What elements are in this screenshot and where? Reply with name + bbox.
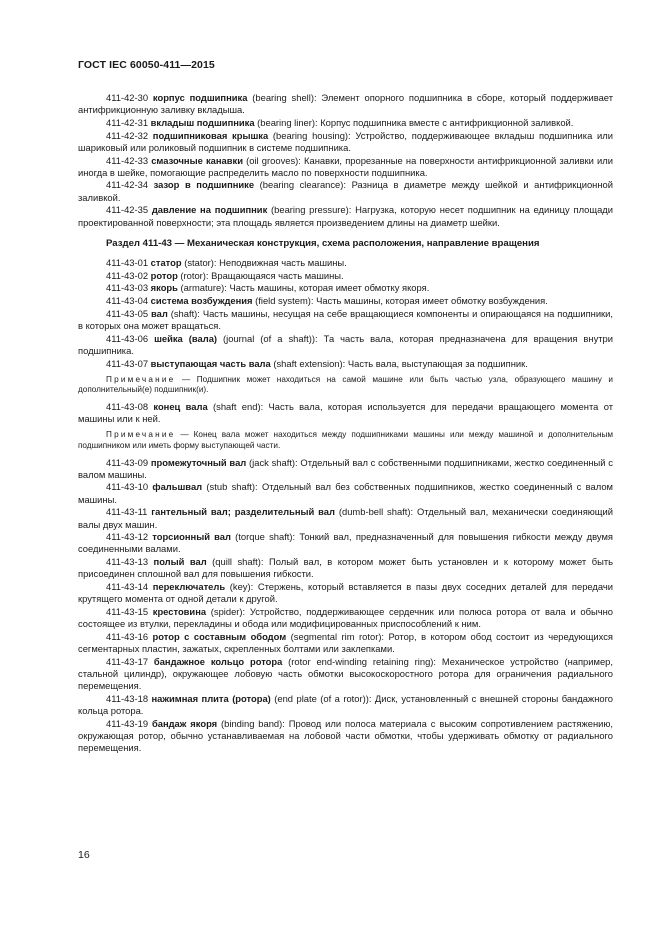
term-number: 411-43-08 — [106, 400, 149, 412]
term-definition: (bearing housing): Устройство, поддерживающее вкладыш подшипника или шариковый или роликовый подшипник в системе подшипника. — [78, 129, 613, 153]
note-text: — Конец вала может находиться между подшипниками машины или между машиной и дополнительным подшипником или иметь форму выступающей части. — [78, 430, 613, 450]
term-entry — [78, 718, 613, 755]
term-name: промежуточный вал — [150, 456, 247, 468]
note — [78, 375, 613, 396]
term-definition: (journal (of a shaft)): Та часть вала, которая предназначена для вращения внутри подшипника. — [78, 332, 613, 356]
term-definition: (key): Стержень, который вставляется в пазы двух соседних деталей для передачи крутящего момента от одной детали к другой. — [78, 581, 614, 605]
term-number: 411-43-02 — [106, 269, 149, 281]
term-definition: (shaft end): Часть вала, которая используется для передачи вращающего момента от машины или к ней. — [78, 400, 613, 425]
term-entry — [78, 693, 613, 717]
term-definition: (end plate (of a rotor)): Диск, установленный с внешней стороны бандажного кольца ротора. — [78, 692, 614, 717]
term-definition: (field system): Часть машины, которая имеет обмотку возбуждения. — [252, 295, 548, 307]
note-label: Примечание — [106, 374, 176, 384]
term-number: 411-43-13 — [106, 556, 149, 568]
page-number: 16 — [78, 849, 90, 861]
term-name: ротор — [150, 269, 178, 281]
term-number: 411-43-05 — [106, 307, 149, 319]
term-entry — [78, 257, 613, 269]
term-entry — [78, 556, 613, 580]
entries-group-43-a — [78, 257, 613, 370]
term-name: выступающая часть вала — [150, 357, 271, 369]
term-name: подшипниковая крышка — [152, 129, 269, 141]
term-definition: (stub shaft): Отдельный вал без собственных подшипников, жестко соединенный с валом машины. — [78, 481, 613, 505]
term-entry — [78, 130, 613, 154]
term-entry — [78, 308, 613, 332]
term-definition: (bearing shell): Элемент опорного подшипника в сборе, который поддерживает антифрикционную заливку вкладыша. — [78, 92, 613, 116]
term-name: крестовина — [152, 605, 207, 617]
term-definition: (shaft): Часть машины, несущая на себе вращающиеся компоненты и опирающаяся на подшипники, в которых она может вращаться. — [78, 307, 614, 331]
term-entry — [78, 270, 613, 282]
term-entry — [78, 531, 613, 555]
term-entry — [78, 401, 613, 425]
term-entry — [78, 282, 613, 294]
term-name: торсионный вал — [152, 531, 231, 543]
term-name: система возбуждения — [150, 295, 253, 307]
entries-group-43-b — [78, 457, 613, 755]
term-definition: (bearing clearance): Разница в диаметре между шейкой и антифрикционной заливкой. — [78, 179, 613, 203]
term-definition: (rotor end-winding retaining ring): Механическое устройство (например, стальной цилиндр), окружающее лобовую часть обмотки высокоскоростного ротора для ограничения радиального перемещения. — [78, 655, 613, 692]
term-name: конец вала — [153, 400, 208, 412]
note-text: — Подшипник может находиться на самой машине или быть частью узла, образующего машину и дополнительный(е) подшипник(и). — [78, 374, 613, 395]
term-name: ротор с составным ободом — [152, 630, 287, 642]
term-number: 411-42-31 — [106, 116, 149, 128]
term-definition: (stator): Неподвижная часть машины. — [181, 256, 347, 268]
term-name: статор — [150, 256, 182, 268]
term-entry — [78, 155, 613, 179]
term-name: переключатель — [152, 581, 226, 593]
term-number: 411-43-15 — [106, 605, 149, 617]
term-definition: (jack shaft): Отдельный вал с собственными подшипниками, жестко соединенный с валом машины. — [78, 456, 613, 480]
term-number: 411-43-11 — [106, 506, 148, 518]
term-entry — [78, 581, 613, 605]
term-number: 411-43-10 — [106, 481, 149, 493]
term-entry — [78, 295, 613, 307]
term-definition: (bearing pressure): Нагрузка, которую несет подшипник на единицу площади проектированной поверхности; эта площадь является произведением длины на диаметр шейки. — [78, 204, 613, 228]
section-title: Раздел 411-43 — Механическая конструкция, схема расположения, направление вращения — [106, 237, 540, 249]
term-entry — [78, 481, 613, 505]
term-entry — [78, 204, 613, 228]
entries-group-42 — [78, 92, 613, 229]
term-definition: (segmental rim rotor): Ротор, в котором обод состоит из чередующихся сегментарных пластин, зажатых, скрепленных болтами или заклепками. — [78, 630, 614, 655]
document-header: ГОСТ IEC 60050-411—2015 — [78, 59, 215, 71]
term-name: бандаж якоря — [151, 717, 218, 729]
term-definition: (rotor): Вращающаяся часть машины. — [177, 269, 344, 281]
term-number: 411-43-14 — [106, 581, 149, 593]
term-definition: (shaft extension): Часть вала, выступающая за подшипник. — [270, 357, 528, 369]
term-entry — [78, 457, 613, 481]
term-number: 411-42-30 — [106, 92, 149, 103]
term-name: нажимная плита (ротора) — [151, 692, 271, 704]
term-number: 411-43-19 — [106, 717, 149, 729]
term-name: смазочные канавки — [151, 154, 243, 166]
term-number: 411-43-04 — [106, 295, 149, 307]
term-definition: (oil grooves): Канавки, прорезанные на поверхности антифрикционной заливки или иногда в шейке, помогающие распределить масло по поверхности подшипника. — [78, 154, 613, 178]
term-name: якорь — [150, 282, 178, 294]
term-name: зазор в подшипнике — [153, 179, 255, 191]
note — [78, 430, 613, 451]
term-definition: (spider): Устройство, поддерживающее сердечник или полюса ротора от вала и обычно состоящее из втулки, перекладины и обода или модифицированных приспособлений к ним. — [78, 605, 613, 630]
term-number: 411-43-16 — [106, 630, 149, 642]
term-entry — [78, 179, 613, 203]
term-number: 411-43-12 — [106, 531, 149, 543]
term-number: 411-42-35 — [106, 204, 149, 216]
note-label: Примечание — [106, 430, 176, 440]
term-entry — [78, 92, 613, 116]
term-number: 411-43-17 — [106, 655, 149, 667]
term-definition: (torque shaft): Тонкий вал, предназначенный для повышения гибкости между двумя соединенными валами. — [78, 531, 614, 555]
term-definition: (binding band): Провод или полоса материала с высоким сопротивлением растяжению, окружающая ротор, обычно устанавливаемая на лобовой части обмотки, чтобы удерживать обмотку от радиального перемещения. — [78, 717, 613, 754]
term-name: вкладыш подшипника — [150, 116, 255, 128]
term-definition: (quill shaft): Полый вал, в котором может быть установлен и к которому может быть присоединен сплошной вал для повышения гибкости. — [78, 556, 613, 580]
term-number: 411-43-01 — [106, 256, 149, 268]
term-entry — [78, 606, 613, 630]
term-number: 411-43-18 — [106, 692, 149, 704]
term-number: 411-43-09 — [106, 456, 149, 468]
term-number: 411-43-06 — [106, 332, 149, 344]
term-entry — [78, 506, 613, 530]
term-name: давление на подшипник — [151, 204, 268, 216]
term-number: 411-42-33 — [106, 154, 149, 166]
term-entry — [78, 117, 613, 129]
term-entry — [78, 358, 613, 370]
term-name: вал — [150, 307, 168, 319]
term-definition: (armature): Часть машины, которая имеет обмотку якоря. — [177, 282, 430, 294]
term-definition: (bearing liner): Корпус подшипника вместе с антифрикционной заливкой. — [254, 116, 574, 128]
term-number: 411-42-34 — [106, 179, 149, 191]
term-entry — [78, 333, 613, 357]
term-entry — [78, 656, 613, 693]
term-name: гантельный вал; разделительный вал — [151, 506, 335, 518]
term-name: шейка (вала) — [154, 332, 218, 344]
term-definition: (dumb-bell shaft): Отдельный вал, механически соединяющий валы двух машин. — [78, 506, 613, 530]
term-number: 411-42-32 — [106, 129, 149, 141]
term-number: 411-43-07 — [106, 357, 149, 369]
term-entry — [78, 631, 613, 655]
term-name: бандажное кольцо ротора — [153, 655, 283, 667]
term-name: корпус подшипника — [152, 92, 248, 103]
term-number: 411-43-03 — [106, 282, 149, 294]
term-name: полый вал — [153, 556, 207, 568]
document-body — [78, 92, 613, 755]
term-name: фальшвал — [152, 481, 203, 493]
